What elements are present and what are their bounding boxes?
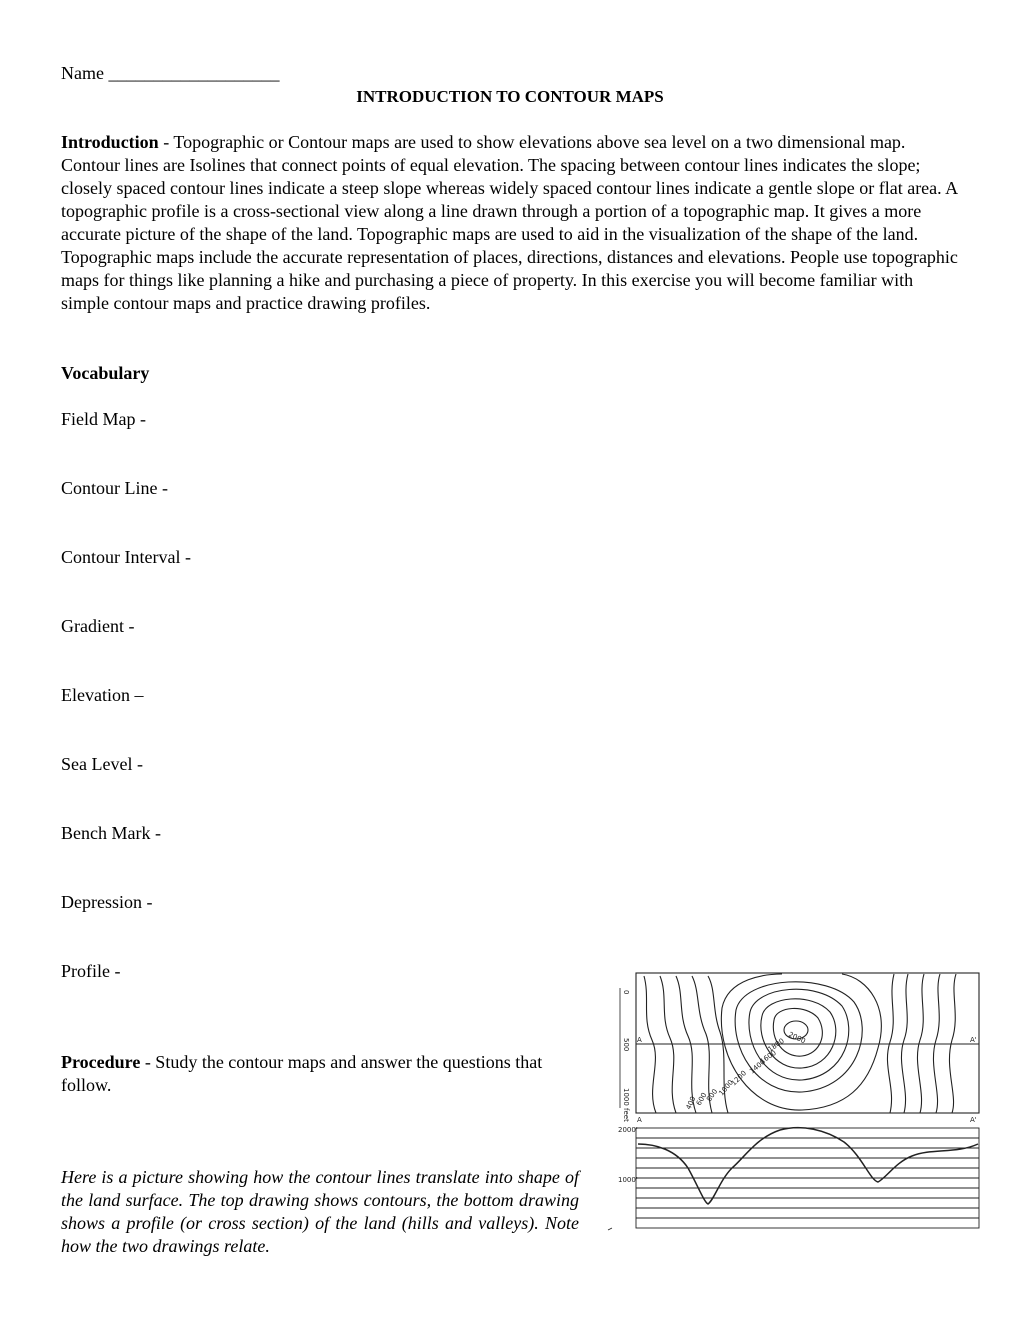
contour-label-1800: 1800 bbox=[766, 1036, 786, 1054]
contour-label-1600: 1600 bbox=[758, 1048, 778, 1066]
contour-left-2 bbox=[660, 976, 676, 1113]
contour-label-600: 600 bbox=[694, 1091, 709, 1107]
contour-right-3 bbox=[917, 974, 924, 1113]
top-label-a-prime: A' bbox=[970, 1036, 977, 1044]
page-title: INTRODUCTION TO CONTOUR MAPS bbox=[356, 87, 664, 106]
scale-label-0: 0 bbox=[622, 990, 630, 995]
contour-right-1 bbox=[887, 974, 894, 1113]
vocab-profile: Profile - bbox=[61, 961, 121, 981]
vocab-contour-interval: Contour Interval - bbox=[61, 547, 191, 567]
contour-right-2 bbox=[901, 974, 908, 1113]
procedure-paragraph bbox=[61, 1051, 581, 1097]
vocab-sea-level: Sea Level - bbox=[61, 754, 143, 774]
vocab-bench-mark: Bench Mark - bbox=[61, 823, 161, 843]
procedure-text: - Study the contour maps and answer the questions that follow. bbox=[61, 1052, 543, 1095]
bottom-label-a: A bbox=[637, 1116, 642, 1124]
scale-label-1000-feet: 1000 feet bbox=[622, 1088, 630, 1122]
profile-grid bbox=[636, 1128, 979, 1228]
vocab-contour-line: Contour Line - bbox=[61, 478, 168, 498]
vocab-depression: Depression - bbox=[61, 892, 153, 912]
contour-label-400: 400 bbox=[684, 1095, 698, 1111]
figure-caption: Here is a picture showing how the contour lines translate into shape of the land surface. The top drawing shows contours, the bottom drawing shows a profile (or cross section) of the land (hills and valleys). Note how the two drawings relate. bbox=[61, 1167, 579, 1256]
contour-right-5 bbox=[949, 974, 956, 1113]
contour-left-3 bbox=[676, 976, 696, 1113]
contour-label-800: 800 bbox=[705, 1087, 720, 1104]
contour-label-2000: 2000 bbox=[787, 1030, 807, 1046]
scale-label-500: 500 bbox=[622, 1038, 630, 1052]
name-field[interactable]: Name ___________________ bbox=[61, 63, 280, 83]
contour-label-1000: 1000 bbox=[717, 1078, 735, 1098]
contour-right-4 bbox=[933, 974, 940, 1113]
contour-profile-figure bbox=[606, 968, 982, 1234]
procedure-label: Procedure bbox=[61, 1052, 141, 1072]
contour-ring-2 bbox=[773, 1008, 822, 1056]
contour-label-1400: 1400 bbox=[748, 1057, 767, 1076]
contour-map-frame bbox=[636, 973, 979, 1113]
introduction-text: - Topographic or Contour maps are used to show elevations above sea level on a two dimensional map. Contour lines are Isolines that connect points of equal elevation. The spacing between contour lines indicates the slope; closely spaced contour lines indicate a steep slope whereas widely spaced contour lines indicate a gentle slope or flat area. A topographic profile is a cross-sectional view along a line drawn through a portion of a topographic map. It gives a more accurate picture of the shape of the land. Topographic maps are used to aid in the visualization of the shape of the land. Topographic maps include the accurate representation of places, directions, distances and elevations. People use topographic maps for things like planning a hike and purchasing a piece of property. In this exercise you will become familiar with simple contour maps and practice drawing profiles. bbox=[61, 132, 958, 313]
profile-curve bbox=[638, 1128, 978, 1204]
profile-axis-2000: 2000' bbox=[618, 1126, 638, 1134]
bottom-label-a-prime: A' bbox=[970, 1116, 977, 1124]
vocab-elevation: Elevation – bbox=[61, 685, 144, 705]
introduction-label: Introduction bbox=[61, 132, 159, 152]
vocab-gradient: Gradient - bbox=[61, 616, 135, 636]
contour-label-1200: 1200 bbox=[729, 1069, 749, 1088]
contour-left-1 bbox=[644, 976, 656, 1113]
scale-bar bbox=[620, 988, 630, 1122]
contour-map bbox=[636, 973, 979, 1113]
vocab-field-map: Field Map - bbox=[61, 409, 146, 429]
top-label-a: A bbox=[637, 1036, 642, 1044]
introduction-paragraph bbox=[61, 131, 961, 315]
profile-axis-1000: 1000' bbox=[618, 1176, 638, 1184]
vocabulary-heading: Vocabulary bbox=[61, 363, 150, 383]
figure-mark bbox=[608, 1228, 612, 1230]
